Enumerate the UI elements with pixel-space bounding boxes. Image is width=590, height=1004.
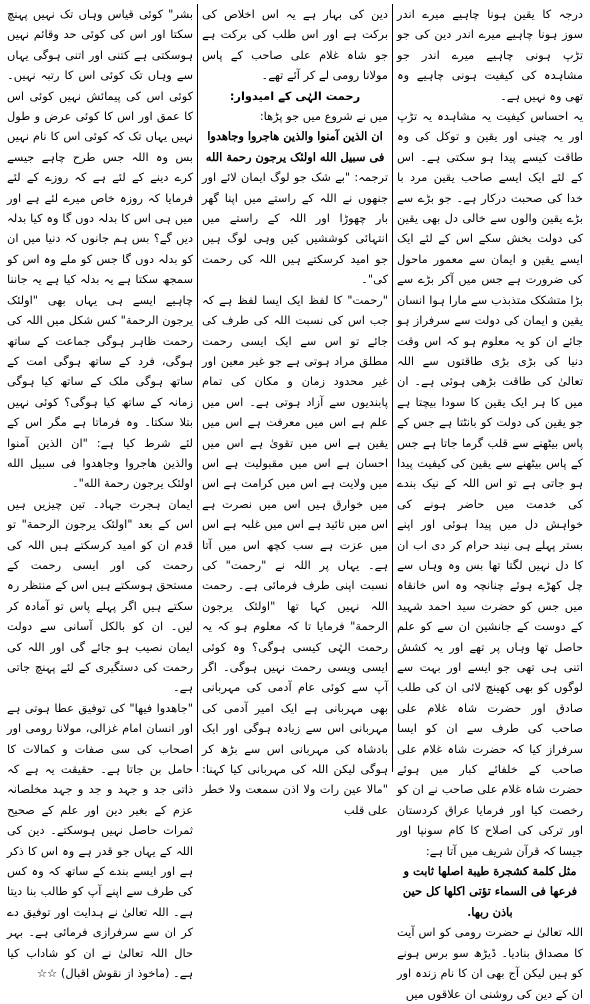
paragraph: بشر" کوئی قیاس وہاں تک نہیں پہنچ سکتا اور اس کی کوئی حد وقائم نہیں ہوسکتی ہے کتنی اور اتنی ہوگی یہاں سے وہاں تک کوئی اس کا رتبہ نہیں۔ کوئی اس کی پیمائش نہیں کوئی اس کا عمق اور اس کا کوئی عرض و طول نہیں یہاں تک کہ کوئی اس کا نام نہیں بس وہ اللہ جس طرح چاہے جیسے کرے دینے کے لئے ہے کہ روزے کے لئے فرمایا کہ روزہ خاص میرے لئے ہے اور میں ہی اس کا بدلہ دوں گا وہ کیا بدلہ دیں گے؟ بس ہم جانوں کہ دنیا میں ان کو بدلہ دوں گا جس کو ملے وہ اس کو سمجھ سکتا ہے یہ بدلہ کیا ہے یہ جاننا چاہیے ایسے ہی یہاں بھی "اولئک یرجون الرحمة" کس شکل میں اللہ کی رحمت ظاہر ہوگی جماعت کے ساتھ ہوگی، فرد کے ساتھ ہوگی امت کے ساتھ ہوگی ملک کے ساتھ کیا ہوگی زمانہ کے ساتھ کیا ہوگی؟ کوئی نہیں بتلا سکتا۔ وہ فرماتا ہے مگر اس کے لئے شرط کیا ہے: "ان الذین آمنوا والذین هاجروا وجاهدوا فی سبیل الله اولئک یرجون رحمة الله"۔ bbox=[7, 7, 194, 491]
arabic-verse: ان الذین آمنوا والذین هاجروا وجاهدوا فی سبیل الله اولئک یرجون رحمة الله bbox=[205, 129, 385, 164]
column-right bbox=[394, 4, 586, 1001]
paragraph: "رحمت" کا لفظ ایک ایسا لفظ ہے کہ جب اس کی نسبت اللہ کی طرف کی جائے تو اس سے ایک ایسی رحمت مطلق مراد ہوتی ہے جو غیر معین اور غیر محدود زمان و مکان کی تمام پابندیوں سے آزاد ہوتی ہے۔ اس میں علم ہے اس میں معرفت ہے اس میں یقین ہے اس میں تقویٰ ہے اس میں احسان ہے اس میں مقبولیت ہے اس میں ولایت ہے اس میں کرامت ہے اس میں خوارق ہیں اس میں نصرت ہے اس میں تائید ہے اس میں غلبہ ہے اس میں عزت ہے سب کچھ اس میں آتا ہے۔ یہاں پر اللہ نے "رحمت" کی نسبت اپنی طرف فرمائی ہے۔ رحمت اللہ نہیں کہا تھا "اولئک یرجون الرحمة" فرمایا تا کہ معلوم ہو کہ یہ رحمت الہٰی کیسی ہوگی؟ وہ کوئی ایسی ویسی رحمت نہیں ہوگی۔ اگر آپ سے کوئی عام آدمی کی مہربانی بھی مہربانی ہے ایک امیر آدمی کی مہربانی اس سے زیادہ ہوگی اور ایک بادشاہ کی مہربانی اس سے بڑھ کر ہوگی لیکن اللہ کی مہربانی کیا کہنا: "مالا عین رات ولا اذن سمعت ولا خطر علی قلب bbox=[202, 292, 389, 817]
paragraph: ایمان ہجرت جہاد۔ تین چیزیں ہیں اس کے بعد "اولئک یرجون الرحمة" تو قدم ان کو امید کرسکتے ہیں اللہ کی رحمت کی اور ایسی رحمت کے مستحق ہوسکتے ہیں اس کے منتظر رہ سکتے ہیں اگر پہلے پاس تو آمادہ کر لیں۔ ان کو بالکل آسانی سے دولت ایمان نصیب ہو جائے گی اور اللہ کی رحمت کی دستگیری کے لئے پہنچ جاتی ہے۔ bbox=[7, 496, 194, 695]
paragraph: میں نے شروع میں جو پڑھا: bbox=[259, 109, 389, 124]
arabic-verse: مثل کلمة کشجرة طیبة اصلها ثابت و فرعها فی السماء تؤتی اکلها کل حین باذن ربها. bbox=[402, 864, 578, 919]
paragraph: اللہ تعالیٰ نے حضرت رومی کو اس آیت کا مصداق بنادیا۔ ڈیڑھ سو برس ہونے کو ہیں لیکن آج بھی ان کا نام زندہ اور ان کے دین کی روشنی ان علاقوں میں bbox=[397, 925, 583, 1001]
paragraph: درجہ کا یقین ہونا چاہیے میرے اندر سوز ہونا چاہیے میرے اندر دین کی جو تڑپ ہونی چاہیے میرے اندر جو مشاہدہ کی کیفیت ہونی چاہیے وہ تھی وہ نہیں ہے۔ bbox=[397, 7, 583, 103]
paragraph: ترجمہ: "بے شک جو لوگ ایمان لائے اور جنھوں نے اللہ کے راستے میں اپنا گھر بار چھوڑا اور اللہ کے راستے میں انتہائی کوششیں کیں وہی لوگ ہیں جو امید کرسکتے ہیں اللہ کی رحمت کی"۔ bbox=[202, 170, 389, 287]
column-middle bbox=[199, 4, 391, 817]
column-left bbox=[4, 4, 196, 981]
section-heading: رحمت الہٰی کے امیدوار: bbox=[229, 88, 361, 103]
column-divider bbox=[392, 4, 393, 772]
paragraph: دین کی بہار ہے یہ اس اخلاص کی برکت ہے اور اس طلب کی برکت ہے جو شاہ غلام علی صاحب کے پاس مولانا رومی لے کر آئے تھے۔ bbox=[202, 7, 389, 83]
paragraph: یہ احساس کیفیت یہ مشاہدہ یہ تڑپ اور یہ چینی اور یقین و توکل کی وہ طاقت کیسے پیدا ہو سکتی ہے۔ اس کے لئے ایک ایسے صاحب یقین مرد با خدا کی صحبت درکار ہے۔ جو بڑے سے بڑے یقین والوں سے خالی دل بھی یقین کی دولت بخش سکے اس کے لئے ایک ایسے یقین و ایمان سے معمور ماحول کی ضرورت ہے جس میں آکر بڑے سے بڑا متشکک متذبذب سے مارا ہوا انسان یقین و ایمان کی دولت سے سرفراز ہو جائے ان کو یہ معلوم ہو کہ اس وقت دنیا کی بڑی بڑی طاقتوں سے اللہ تعالیٰ کی طاقت بڑھی ہوئی ہے۔ ان میں کا ہر ایک یقین کا سودا بیچتا ہے جو یقین کی دولت کو بانٹتا ہے جس کے پاس بیٹھنے سے قلب گرما جاتا ہے جس کے پاس بیٹھنے سے یقین کی کیفیت پیدا ہو جاتی ہے تو اس اللہ کے نیک بندے کی خدمت میں حاضر ہونے کی خواہش دل میں پیدا ہوئی اور اپنے بستر پہلے ہی نیند حرام کر دی اب ان کا دل نہیں لگتا تھا بس وہ وہاں سے چل کھڑے ہوئے چنانچہ وہ اس خانقاہ میں جس کو حضرت سید احمد شہید کے دوست کے جانشین ان سے کو علم حاصل تھا وہاں پر تھے اور یہ کشش اتنی ہی تھی جو ایسے اور بہت سے لوگوں کو بھی کھینچ لائی ان کی طلب صادق اور حضرت شاہ غلام علی صاحب کی طرف سے ان کو ایسا سرفراز کیا کہ حضرت شاہ غلام علی صاحب کے خلفائے کبار میں ہوئے حضرت شاہ غلام علی صاحب نے ان کو رخصت کیا اور فرمایا عراق کردستان اور ترکی کی اصلاح کا کام سونپا اور جیسا کہ قرآن شریف میں آتا ہے: bbox=[397, 109, 583, 858]
column-divider bbox=[197, 4, 198, 772]
paragraph: "جاهدوا فیها" کی توفیق عطا ہوتی ہے اور انسان امام غزالی، مولانا رومی اور اصحاب کی سی صفات و کمالات کا حامل بن جاتا ہے۔ حقیقت یہ ہے کہ ذاتی جد و جہد و جد و جہد مخلصانہ عزم کے بغیر دین اور علم کے صحیح ثمرات حاصل نہیں ہوسکتے۔ دین کی اللہ کے یہاں جو قدر ہے وہ اس کا ذکر ہے اور ایسے بندے کے ساتھ کہ وہ کس کی طرف سے اپنے آپ کو طالب بنا دیتا ہے۔ اللہ تعالیٰ نے ہدایت اور توفیق دے کر ان سے سرفرازی فرمائی ہے۔ بہر حال اللہ تعالیٰ نے ان کو شاداب کیا ہے۔ (ماخوذ از نقوش اقبال) ☆☆ bbox=[7, 700, 194, 981]
